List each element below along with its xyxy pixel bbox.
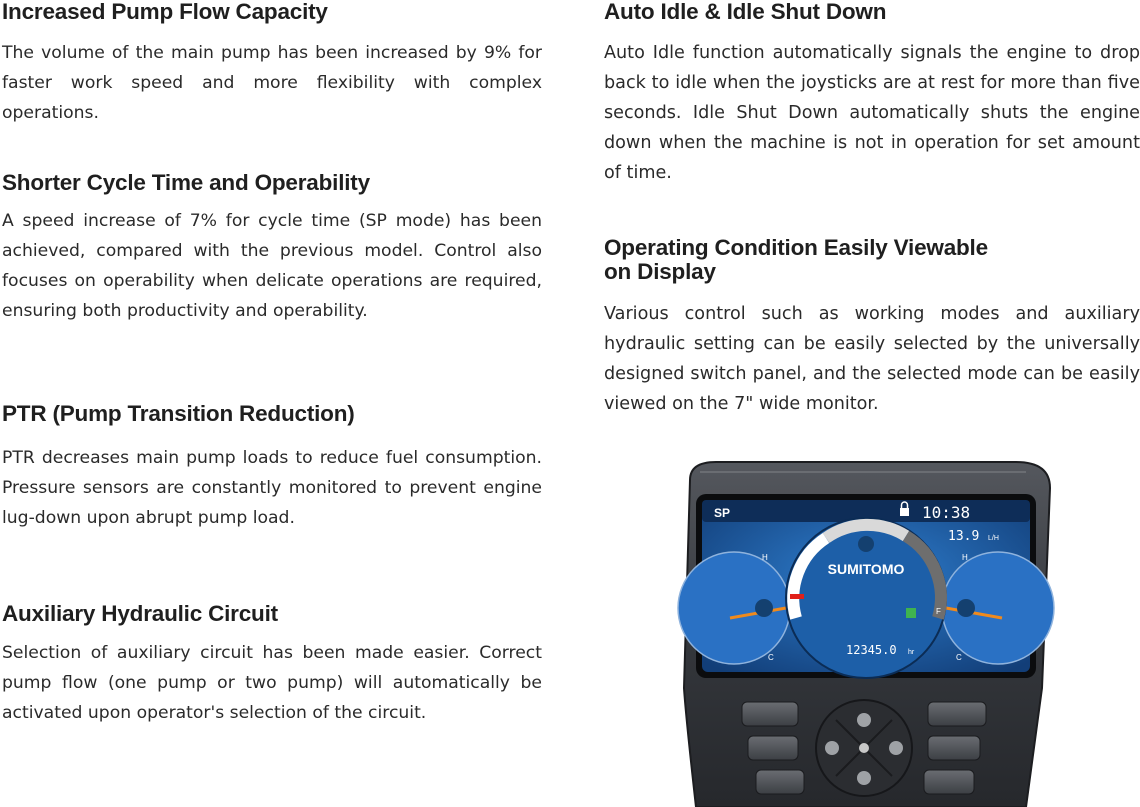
temp-gauge-left — [678, 552, 790, 664]
section-body: A speed increase of 7% for cycle time (SP mode) has been achieved, compared with the previous model. Control also focuses on operability when delicate operations are required, ensuring both productivity and operability. — [2, 211, 542, 321]
gauge-h-left: H — [762, 553, 768, 562]
menu-button — [928, 702, 986, 726]
section-body: Selection of auxiliary circuit has been made easier. Correct pump flow (one pump or two pump) will automatically be activated upon operator's selection of the circuit. — [2, 643, 542, 723]
section-title-line2: on Display — [604, 259, 716, 284]
fuel-icon — [858, 536, 874, 552]
blank-button-left — [748, 736, 798, 760]
section-display — [604, 236, 1140, 419]
brand-logo: SUMITOMO — [827, 561, 905, 577]
work-light-button — [756, 770, 804, 794]
gauge-h-right: H — [962, 553, 968, 562]
section-title: Auxiliary Hydraulic Circuit — [2, 601, 278, 626]
gauge-f: F — [936, 607, 941, 616]
monitor-illustration — [676, 458, 1056, 807]
switch-panel — [742, 700, 986, 796]
hydraulic-temp-icon — [957, 599, 975, 617]
section-body: The volume of the main pump has been increased by 9% for faster work speed and more flexibility with complex operations. — [2, 43, 542, 123]
camera-button — [928, 736, 980, 760]
section-auto-idle — [604, 0, 1140, 188]
section-aux-circuit — [2, 602, 542, 728]
section-title: Auto Idle & Idle Shut Down — [604, 0, 887, 24]
light-icon — [889, 741, 903, 755]
section-title: PTR (Pump Transition Reduction) — [2, 401, 355, 426]
hour-meter: 12345.0 — [846, 643, 897, 657]
section-title: Shorter Cycle Time and Operability — [2, 170, 370, 195]
gauge-c-right: C — [956, 653, 962, 662]
hour-unit: hr — [908, 649, 915, 656]
section-cycle-time — [2, 171, 542, 326]
washer-icon — [857, 713, 871, 727]
gauge-c-left: C — [768, 653, 774, 662]
section-title — [604, 236, 1140, 284]
section-pump-flow — [2, 0, 542, 128]
wiper-button — [742, 702, 798, 726]
warning-icon — [857, 771, 871, 785]
mode-label: SP — [714, 506, 731, 520]
aux-button — [924, 770, 974, 794]
clock-readout: 10:38 — [922, 503, 971, 522]
section-body: Various control such as working modes and auxiliary hydraulic setting can be easily selected by the universally designed switch panel, and the selected mode can be easily viewed on the 7" wide monitor. — [604, 304, 1140, 414]
eco-indicator — [906, 608, 916, 618]
fuel-rate-readout: 13.9 — [948, 529, 980, 544]
horn-icon — [825, 741, 839, 755]
engine-temp-icon — [755, 599, 773, 617]
section-ptr — [2, 402, 542, 533]
section-title: Increased Pump Flow Capacity — [2, 0, 328, 24]
section-title-line1: Operating Condition Easily Viewable — [604, 235, 988, 260]
fuel-rate-unit: L/H — [988, 535, 999, 542]
section-body: PTR decreases main pump loads to reduce fuel consumption. Pressure sensors are constantly monitored to prevent engine lug-down upon abrupt pump load. — [2, 448, 542, 528]
section-body: Auto Idle function automatically signals the engine to drop back to idle when the joysticks are at rest for more than five seconds. Idle Shut Down automatically shuts the engine down when the machine is not in operation for set amount of time. — [604, 43, 1140, 183]
gauge-e: E — [790, 607, 796, 616]
